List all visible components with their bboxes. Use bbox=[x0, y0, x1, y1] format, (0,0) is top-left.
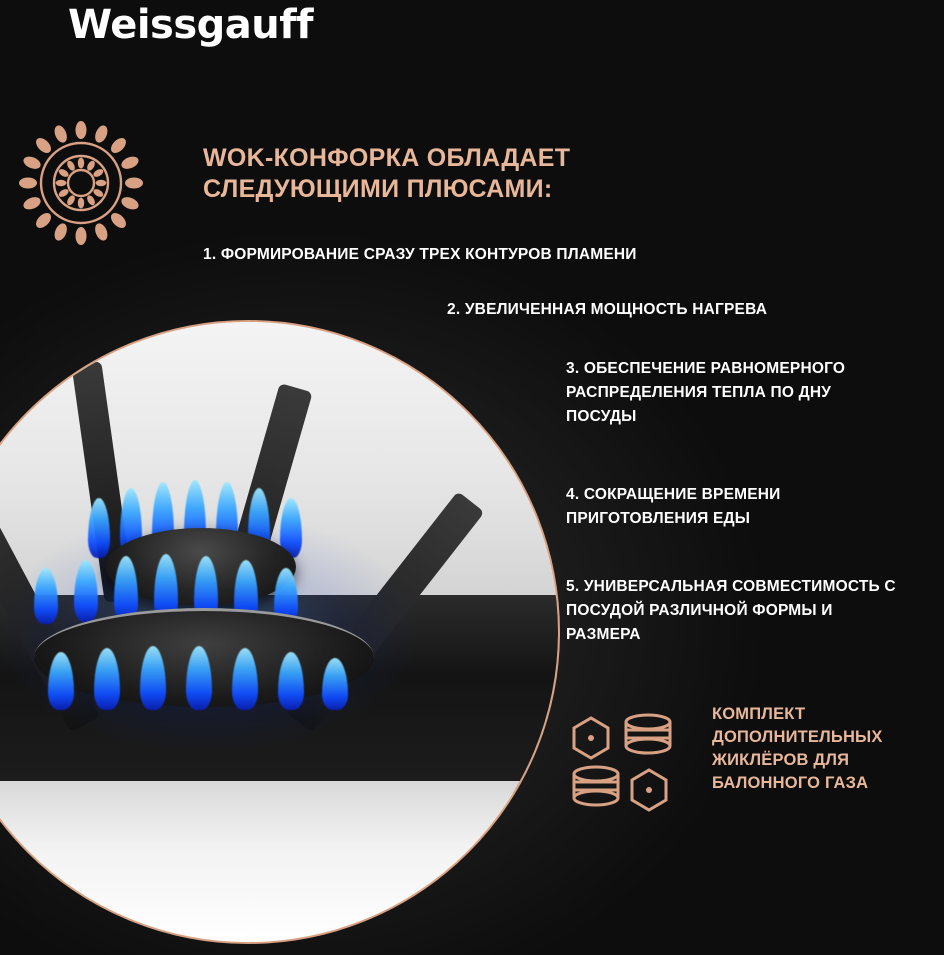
gas-jets-icon bbox=[566, 700, 696, 830]
wok-burner-photo bbox=[0, 320, 560, 944]
benefit-item-1: 1. ФОРМИРОВАНИЕ СРАЗУ ТРЕХ КОНТУРОВ ПЛАМЕНИ bbox=[203, 246, 637, 263]
benefit-item-3: 3. ОБЕСПЕЧЕНИЕ РАВНОМЕРНОГО РАСПРЕДЕЛЕНИЯ ТЕПЛА ПО ДНУ ПОСУДЫ bbox=[566, 360, 846, 425]
benefit-item-4: 4. СОКРАЩЕНИЕ ВРЕМЕНИ ПРИГОТОВЛЕНИЯ ЕДЫ bbox=[566, 486, 781, 527]
burner-rosette-icon bbox=[16, 118, 146, 248]
benefit-item-5: 5. УНИВЕРСАЛЬНАЯ СОВМЕСТИМОСТЬ С ПОСУДОЙ РАЗЛИЧНОЙ ФОРМЫ И РАЗМЕРА bbox=[566, 578, 896, 643]
page-title: WOK-КОНФОРКА ОБЛАДАЕТ СЛЕДУЮЩИМИ ПЛЮСАМИ: bbox=[203, 144, 571, 203]
gas-jets-label: КОМПЛЕКТ ДОПОЛНИТЕЛЬНЫХ ЖИКЛЁРОВ ДЛЯ БАЛОННОГО ГАЗА bbox=[712, 705, 883, 792]
gas-jets-block bbox=[566, 700, 926, 840]
brand-logo: Weissgauff bbox=[68, 2, 314, 48]
benefit-item-2: 2. УВЕЛИЧЕННАЯ МОЩНОСТЬ НАГРЕВА bbox=[447, 301, 768, 318]
